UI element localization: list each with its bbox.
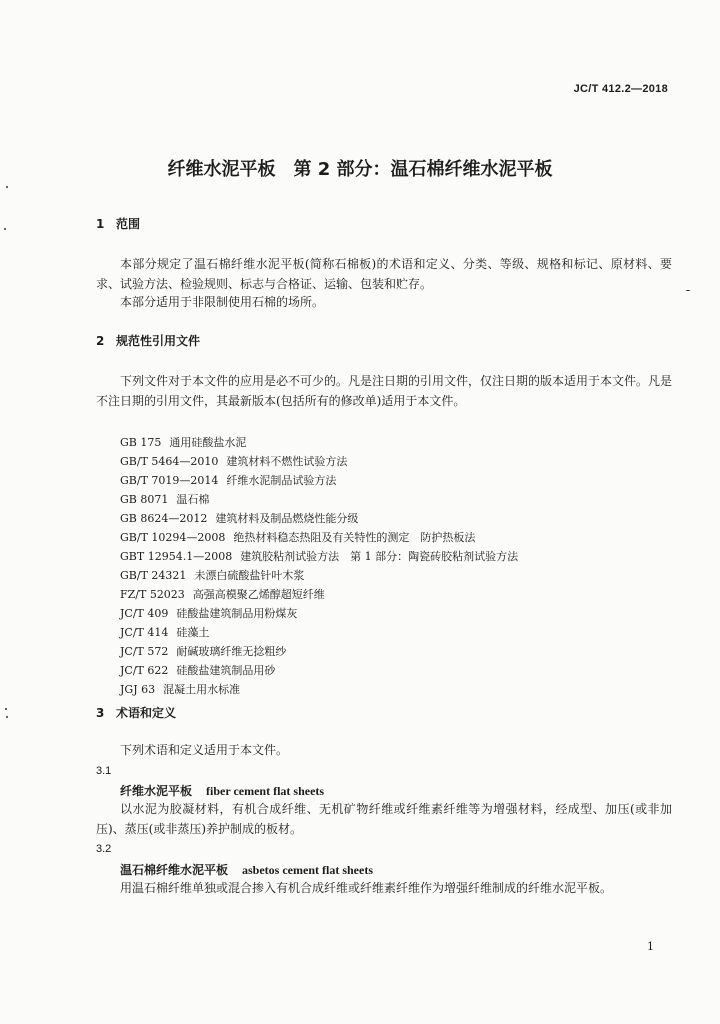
term-number: 3.2 (96, 843, 112, 855)
reference-code: GB 8071 (120, 493, 169, 506)
scan-speck (6, 186, 8, 188)
reference-item (120, 434, 246, 452)
reference-code: GB/T 24321 (120, 569, 187, 582)
term-chinese: 温石棉纤维水泥平板 (120, 863, 229, 877)
scope-paragraph-1: 本部分规定了温石棉纤维水泥平板(简称石棉板)的术语和定义、分类、等级、规格和标记、原材料、要求、试验方法、检验规则、标志与合格证、运输、包装和贮存。 (96, 257, 672, 291)
reference-item (120, 662, 275, 680)
reference-code: GBT 12954.1—2008 (120, 550, 233, 563)
term-heading (120, 782, 324, 799)
term-english: fiber cement flat sheets (206, 784, 325, 798)
reference-title: 未漂白硫酸盐针叶木浆 (194, 569, 305, 582)
reference-code: JC/T 622 (120, 664, 169, 677)
reference-item (120, 643, 286, 661)
reference-item (120, 586, 325, 604)
term-definition: 用温石棉纤维单独或混合掺入有机合成纤维或纤维素纤维作为增强纤维制成的纤维水泥平板。 (120, 881, 613, 895)
reference-item (120, 453, 347, 471)
reference-item (120, 472, 336, 490)
reference-item (120, 605, 297, 623)
section-terms-heading (96, 704, 176, 721)
reference-code: GB 175 (120, 436, 162, 449)
reference-item (120, 529, 475, 547)
scan-speck (4, 228, 6, 230)
scan-speck (686, 290, 690, 291)
title-part-b: 第 2 部分：温石棉纤维水泥平板 (293, 159, 553, 180)
reference-code: JC/T 409 (120, 607, 169, 620)
reference-title: 硅藻土 (176, 626, 210, 639)
reference-title: 硅酸盐建筑制品用粉煤灰 (176, 607, 298, 620)
reference-title: 建筑材料及制品燃烧性能分级 (215, 512, 359, 525)
reference-code: GB/T 7019—2014 (120, 474, 219, 487)
reference-title: 耐碱玻璃纤维无捻粗纱 (176, 645, 287, 658)
term-definition: 以水泥为胶凝材料，有机合成纤维、无机矿物纤维或纤维素纤维等为增强材料，经成型、加压(或非加压)、蒸压(或非蒸压)养护制成的板材。 (96, 802, 672, 836)
reference-item (120, 510, 358, 528)
section-title: 规范性引用文件 (116, 334, 201, 348)
reference-title: 硅酸盐建筑制品用砂 (176, 664, 276, 677)
standard-code: JC/T 412.2—2018 (573, 83, 668, 95)
reference-title: 建筑材料不燃性试验方法 (226, 455, 348, 468)
reference-code: JC/T 572 (120, 645, 169, 658)
reference-code: JC/T 414 (120, 626, 169, 639)
term-number: 3.1 (96, 765, 112, 777)
term-english: asbetos cement flat sheets (242, 863, 373, 877)
reference-item (120, 548, 518, 566)
term-chinese: 纤维水泥平板 (120, 784, 193, 798)
reference-item (120, 491, 209, 509)
reference-title: 高强高模聚乙烯醇超短纤维 (192, 588, 325, 601)
section-number: 1 (96, 217, 105, 231)
scope-paragraph-2: 本部分适用于非限制使用石棉的场所。 (120, 295, 325, 309)
reference-code: GB/T 10294—2008 (120, 531, 226, 544)
document-title (0, 155, 720, 181)
reference-title: 绝热材料稳态热阻及有关特性的测定 防护热板法 (233, 531, 476, 544)
reference-title: 通用硅酸盐水泥 (169, 436, 247, 449)
section-scope-heading (96, 215, 140, 232)
reference-item (120, 567, 304, 585)
section-title: 范围 (116, 217, 141, 231)
reference-title: 建筑胶粘剂试验方法 第 1 部分：陶瓷砖胶粘剂试验方法 (240, 550, 519, 563)
page-number: 1 (647, 940, 654, 953)
reference-title: 混凝土用水标准 (163, 683, 241, 696)
reference-code: FZ/T 52023 (120, 588, 185, 601)
reference-code: GB/T 5464—2010 (120, 455, 219, 468)
section-title: 术语和定义 (116, 706, 177, 720)
scan-speck (6, 716, 8, 718)
reference-code: JGJ 63 (120, 683, 156, 696)
reference-item (120, 624, 209, 642)
scan-speck (5, 708, 7, 710)
term-heading (120, 861, 373, 878)
reference-title: 纤维水泥制品试验方法 (226, 474, 337, 487)
reference-item (120, 681, 240, 699)
title-part-a: 纤维水泥平板 (167, 159, 276, 180)
reference-code: GB 8624—2012 (120, 512, 208, 525)
reference-title: 温石棉 (176, 493, 210, 506)
normative-intro: 下列文件对于本文件的应用是必不可少的。凡是注日期的引用文件，仅注日期的版本适用于本文件。凡是不注日期的引用文件，其最新版本(包括所有的修改单)适用于本文件。 (96, 374, 673, 408)
section-normative-heading (96, 332, 200, 349)
section-number: 3 (96, 706, 105, 720)
section-number: 2 (96, 334, 105, 348)
terms-intro: 下列术语和定义适用于本文件。 (120, 743, 289, 757)
